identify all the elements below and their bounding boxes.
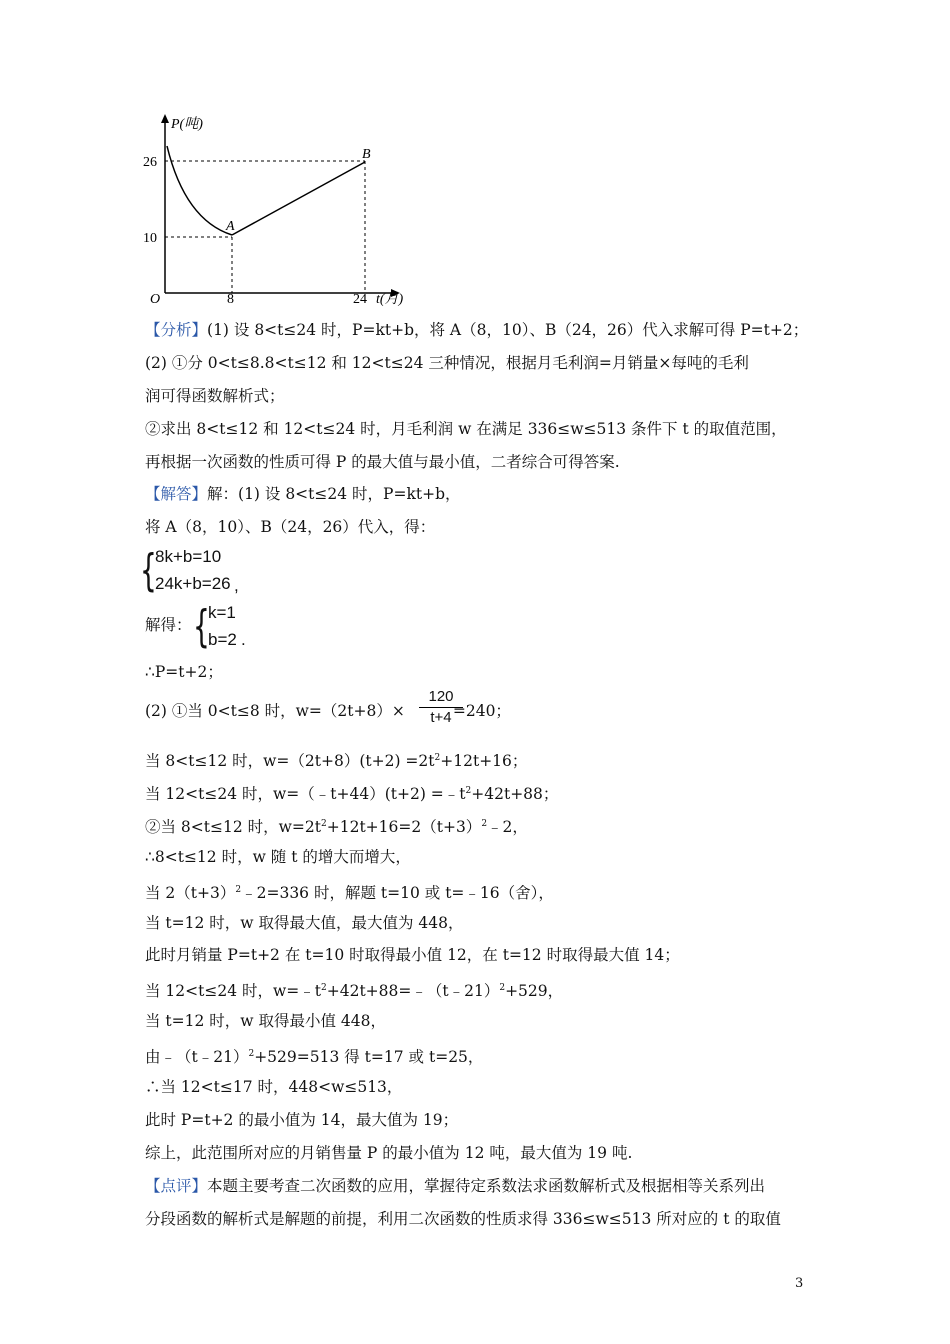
solution-line-m: 综上，此范围所对应的月销售量 P 的最小值为 12 吨，最大值为 19 吨. xyxy=(145,1144,633,1162)
analysis-line-3: 润可得函数解析式； xyxy=(145,387,285,405)
solve-label: 解得： xyxy=(145,616,192,634)
solution-line-2: 将 A（8，10）、B（24，26）代入，得： xyxy=(145,518,436,536)
solution-p-result: ∴P=t+2； xyxy=(145,663,223,681)
solution-tag: 【解答】 xyxy=(145,485,208,503)
curve-o-to-a xyxy=(167,146,232,235)
system1-eq2: 24k+b=26 xyxy=(155,574,231,593)
system2-eq1: k=1 xyxy=(208,603,236,622)
part2-first-line: (2) ①当 0<t≤8 时，w=（2t+8）× =240； xyxy=(145,702,511,720)
analysis-tag: 【分析】 xyxy=(145,321,208,339)
solution-line-k: ∴当 12<t≤17 时，448<w≤513， xyxy=(145,1078,403,1096)
analysis-line-2: (2) ①分 0<t≤8.8<t≤12 和 12<t≤24 三种情况，根据月毛利润=月销量×每吨的毛利 xyxy=(145,354,749,372)
system1-eq1: 8k+b=10 xyxy=(155,547,222,566)
review-tag: 【点评】 xyxy=(145,1177,208,1195)
solution-line-l: 此时 P=t+2 的最小值为 14，最大值为 19； xyxy=(145,1111,459,1129)
point-a-label: A xyxy=(226,219,235,234)
system1-tail: , xyxy=(234,576,239,595)
solution-line-i: 当 t=12 时，w 取得最小值 448， xyxy=(145,1012,386,1030)
y-axis-label: P(吨) xyxy=(171,117,203,132)
review-line-2: 分段函数的解析式是解题的前提，利用二次函数的性质求得 336≤w≤513 所对应的 t 的取值 xyxy=(145,1210,781,1228)
y-axis-arrow xyxy=(161,114,169,123)
tick-26: 26 xyxy=(143,155,157,170)
solution-line-e: 当 $2(t+3)^2﹣2=336$ 时，解题 t=10 或 t=﹣16（舍）， xyxy=(145,884,554,902)
solution-line-f: 当 t=12 时，w 取得最大值，最大值为 448， xyxy=(145,914,464,932)
x-axis-label: t(月) xyxy=(376,292,404,307)
page-number: 3 xyxy=(795,1276,804,1291)
analysis-line-1: 【分析】(1) 设 8<t≤24 时，P=kt+b，将 A（8，10）、B（24，26）代入求解可得 P=t+2； xyxy=(145,321,809,339)
system1-brace: { xyxy=(140,545,157,596)
solution-line-a: 当 8<t≤12 时，$w=(2t+8)(t+2) =2t^2+12t+16$； xyxy=(145,752,528,770)
system2-brace: { xyxy=(193,601,210,652)
tick-24: 24 xyxy=(353,292,367,307)
origin-label: O xyxy=(150,292,161,307)
point-b-label: B xyxy=(362,147,371,162)
tick-10: 10 xyxy=(143,231,157,246)
solution-line-h: 当 12<t≤24 时，$w=﹣t^2+42t+88=﹣(t﹣21)^2+529$， xyxy=(145,982,564,1000)
fraction-120-over-t4: $\frac{120}{t+4}$ xyxy=(419,687,463,728)
segment-a-to-b xyxy=(232,162,365,235)
solution-line-g: 此时月销量 P=t+2 在 t=10 时取得最小值 12，在 t=12 时取得最大值 14； xyxy=(145,946,680,964)
review-line-1: 【点评】本题主要考查二次函数的应用，掌握待定系数法求函数解析式及根据相等关系列出 xyxy=(145,1177,766,1195)
analysis-line-5: 再根据一次函数的性质可得 P 的最大值与最小值，二者综合可得答案. xyxy=(145,453,620,471)
solution-line-c: ②当 8<t≤12 时，$w=2t^2+12t+16=2(t+3)^2﹣2$， xyxy=(145,818,528,836)
analysis-line-4: ②求出 8<t≤12 和 12<t≤24 时，月毛利润 w 在满足 336≤w≤513 条件下 t 的取值范围， xyxy=(145,420,787,438)
solution-line-d: ∴8<t≤12 时，w 随 t 的增大而增大， xyxy=(145,848,411,866)
solution-line-j: 由﹣（t﹣21）$^2$+529=513 得 t=17 或 t=25， xyxy=(145,1048,484,1066)
system2-tail: . xyxy=(241,630,246,649)
system2-eq2: b=2 xyxy=(208,630,237,649)
tick-8: 8 xyxy=(227,292,234,307)
solution-line-1: 【解答】解：(1) 设 8<t≤24 时，P=kt+b， xyxy=(145,485,461,503)
function-graph xyxy=(140,108,430,308)
solution-line-b: 当 12<t≤24 时，w=（﹣t+44）(t+2) $=﹣t^2+42t+88$； xyxy=(145,785,559,803)
